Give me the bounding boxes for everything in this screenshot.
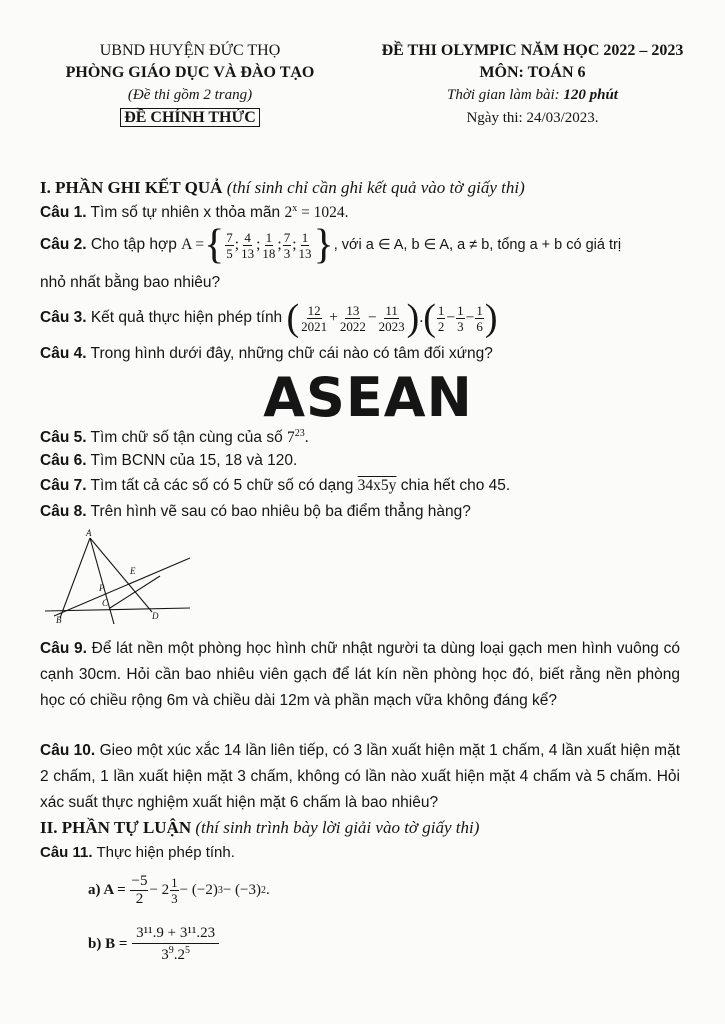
question-2 [40, 222, 700, 268]
q3-frac-5: $\frac{1}{3}$ [457, 302, 464, 334]
question-4-text: Trong hình dưới đây, những chữ cái nào có tâm đối xứng? [90, 345, 493, 362]
q11a-end: . [266, 881, 270, 898]
question-9-label: Câu 9. [40, 640, 87, 657]
q11a-term2: − (−2) [179, 881, 218, 898]
q11a-mid: − 2 [149, 881, 170, 898]
q3-paren-open-1: ( [286, 297, 300, 339]
question-8-label: Câu 8. [40, 503, 87, 520]
q8-geometry-figure [40, 528, 200, 628]
question-1-formula [284, 204, 348, 221]
question-3-label: Câu 3. [40, 309, 87, 326]
question-3-text: Kết quả thực hiện phép tính [90, 309, 283, 326]
question-8 [40, 503, 700, 521]
exam-title: ĐỀ THI OLYMPIC NĂM HỌC 2022 – 2023 [381, 42, 684, 59]
q7-rest: chia hết cho 45. [400, 477, 511, 494]
q2-frac-4: $\frac{7}{3}$ [283, 229, 291, 261]
q3-frac-1: $\frac{12}{2021}$ [301, 302, 328, 334]
question-11 [40, 844, 700, 861]
q3-expression: ( $\frac{12}{2021}$ + $\frac{13}{2022}$ − $\frac{11}{2023}$ ) . ( $\frac{1}{2}$ − $\frac{1}{3}$ − $\frac{1}{6}$ ) [286, 297, 498, 339]
question-2-text: Cho tập hợp [90, 236, 177, 253]
q3-op-4: − [465, 309, 475, 326]
question-9-text: Để lát nền một phòng học hình chữ nhật người ta dùng loại gạch men hình vuông có cạnh 30cm. Hỏi cần bao nhiêu viên gạch để lát kín nền phòng học đó, biết rằng nền phòng học có chiều rộng 6m và chiều dài 12m và phần mạch vữa không đáng kể? [40, 640, 681, 709]
q2-brace-open: { [204, 222, 225, 268]
question-4-label: Câu 4. [40, 345, 87, 362]
q2-frac-3: $\frac{1}{18}$ [262, 229, 276, 261]
q1-exp: x [292, 203, 298, 214]
q11a-term3: − (−3) [222, 881, 262, 898]
q3-frac-6: $\frac{1}{6}$ [476, 302, 483, 334]
section-2-note: (thí sinh trình bày lời giải vào tờ giấy thi) [195, 818, 480, 837]
q11b-denominator: $3^9.2^5$ [161, 944, 190, 963]
q2-condition: , với a ∈ A, b ∈ A, a ≠ b, tổng a + b có giá trị [333, 237, 622, 253]
q11-part-b [88, 918, 220, 970]
q11b-label: b) B = [88, 935, 128, 952]
line-bpe [54, 558, 190, 616]
q5-power: $7^{23}$. [287, 428, 309, 447]
question-10-text: Gieo một xúc xắc 14 lần liên tiếp, có 3 lần xuất hiện mặt 1 chấm, 4 lần xuất hiện mặt 2 chấm, 1 lần xuất hiện mặt 3 chấm, không có lần nào xuất hiện mặt 4 chấm và 5 chấm. Hỏi xác suất thực nghiệm xuất hiện mặt 6 chấm là bao nhiêu? [40, 742, 681, 811]
q11a-exp3: 2 [261, 884, 267, 896]
question-6 [40, 452, 700, 470]
q11a-exp2: 3 [217, 884, 223, 896]
point-e-label: E [130, 566, 136, 576]
q11b-numerator: 3¹¹.9 + 3¹¹.23 [132, 926, 219, 944]
q1-rest: = 1024. [297, 204, 349, 222]
question-2-line2: nhỏ nhất bằng bao nhiêu? [40, 274, 221, 291]
question-11-text: Thực hiện phép tính. [96, 844, 235, 861]
question-10 [40, 738, 680, 816]
point-c-label: C [102, 598, 109, 608]
question-5 [40, 428, 700, 447]
department-name: PHÒNG GIÁO DỤC VÀ ĐÀO TẠO [65, 64, 315, 81]
q11a-label: a) A = [88, 881, 126, 898]
question-1 [40, 203, 700, 222]
question-6-text: Tìm BCNN của 15, 18 và 120. [90, 452, 298, 469]
q3-op-3: − [446, 309, 456, 326]
section-1-title: I. PHẦN GHI KẾT QUẢ [40, 178, 223, 197]
duration [355, 84, 710, 106]
question-7-text: Tìm tất cả các số có 5 chữ số có dạng [90, 477, 354, 494]
q11a-mixed-frac: $\frac{1}{3}$ [171, 874, 178, 906]
q11b-frac [132, 926, 219, 963]
point-d-label: D [152, 611, 159, 621]
question-5-label: Câu 5. [40, 429, 87, 447]
q3-frac-2: $\frac{13}{2022}$ [339, 302, 366, 334]
question-9 [40, 636, 680, 714]
q2-frac-2: $\frac{4}{13}$ [241, 229, 255, 261]
question-3 [40, 296, 700, 340]
point-p-label: P [99, 583, 105, 593]
q11a-frac: $\frac{-5}{2}$ [131, 872, 148, 907]
official-label: ĐỀ CHÍNH THỨC [120, 108, 260, 127]
section-2-title: II. PHẦN TỰ LUẬN [40, 818, 192, 837]
q2-set-name: A = [181, 236, 205, 253]
line-cd-e [110, 576, 160, 608]
q11-part-a [88, 868, 270, 912]
official-stamp-wrap [30, 106, 350, 130]
q2-set: A = { $\frac{7}{5}$ ; $\frac{4}{13}$ ; $\frac{1}{18}$ ; $\frac{7}{3}$ ; $\frac{1}{13}$ } [181, 222, 334, 268]
question-10-label: Câu 10. [40, 742, 96, 759]
question-5-text: Tìm chữ số tận cùng của số [90, 429, 283, 447]
question-8-text: Trên hình vẽ sau có bao nhiêu bộ ba điểm thẳng hàng? [90, 503, 471, 520]
q2-brace-close: } [313, 222, 334, 268]
asean-word: ASEAN [263, 366, 473, 429]
q3-paren-close-2: ) [484, 297, 498, 339]
q7-number: 34x5y [357, 477, 397, 494]
duration-prefix: Thời gian làm bài: [447, 87, 564, 103]
question-1-label: Câu 1. [40, 204, 87, 222]
district-name: UBND HUYỆN ĐỨC THỌ [99, 42, 281, 59]
question-4 [40, 345, 700, 363]
section-1-note: (thí sinh chỉ cần ghi kết quả vào tờ giấy thi) [226, 178, 525, 197]
q3-frac-4: $\frac{1}{2}$ [437, 302, 445, 334]
q3-op-2: − [367, 309, 377, 326]
q2-frac-5: $\frac{1}{13}$ [298, 229, 312, 261]
header-left [30, 40, 350, 130]
question-6-label: Câu 6. [40, 452, 87, 469]
section-1-heading [40, 178, 700, 198]
point-a-label: A [86, 528, 92, 538]
header-right [355, 40, 710, 130]
section-2-heading [40, 818, 700, 838]
subject-label: MÔN: TOÁN 6 [479, 64, 586, 81]
question-2-label: Câu 2. [40, 236, 87, 253]
q3-frac-3: $\frac{11}{2023}$ [378, 302, 405, 334]
question-7 [40, 477, 700, 495]
page-count-note: (Đề thi gồm 2 trang) [127, 87, 253, 103]
q3-paren-open-2: ( [423, 297, 436, 339]
question-7-label: Câu 7. [40, 477, 87, 494]
q1-base: 2 [284, 204, 293, 222]
q3-op-1: + [329, 309, 338, 326]
q2-frac-1: $\frac{7}{5}$ [226, 229, 233, 261]
duration-value: 120 phút [563, 87, 618, 103]
exam-date: Ngày thi: 24/03/2023. [466, 110, 599, 126]
line-ac [90, 538, 114, 624]
q3-paren-close-1: ) [406, 297, 420, 339]
point-b-label: B [56, 615, 62, 625]
question-1-text: Tìm số tự nhiên x thỏa mãn [90, 204, 281, 222]
question-11-label: Câu 11. [40, 844, 93, 861]
line-ab [60, 538, 90, 618]
